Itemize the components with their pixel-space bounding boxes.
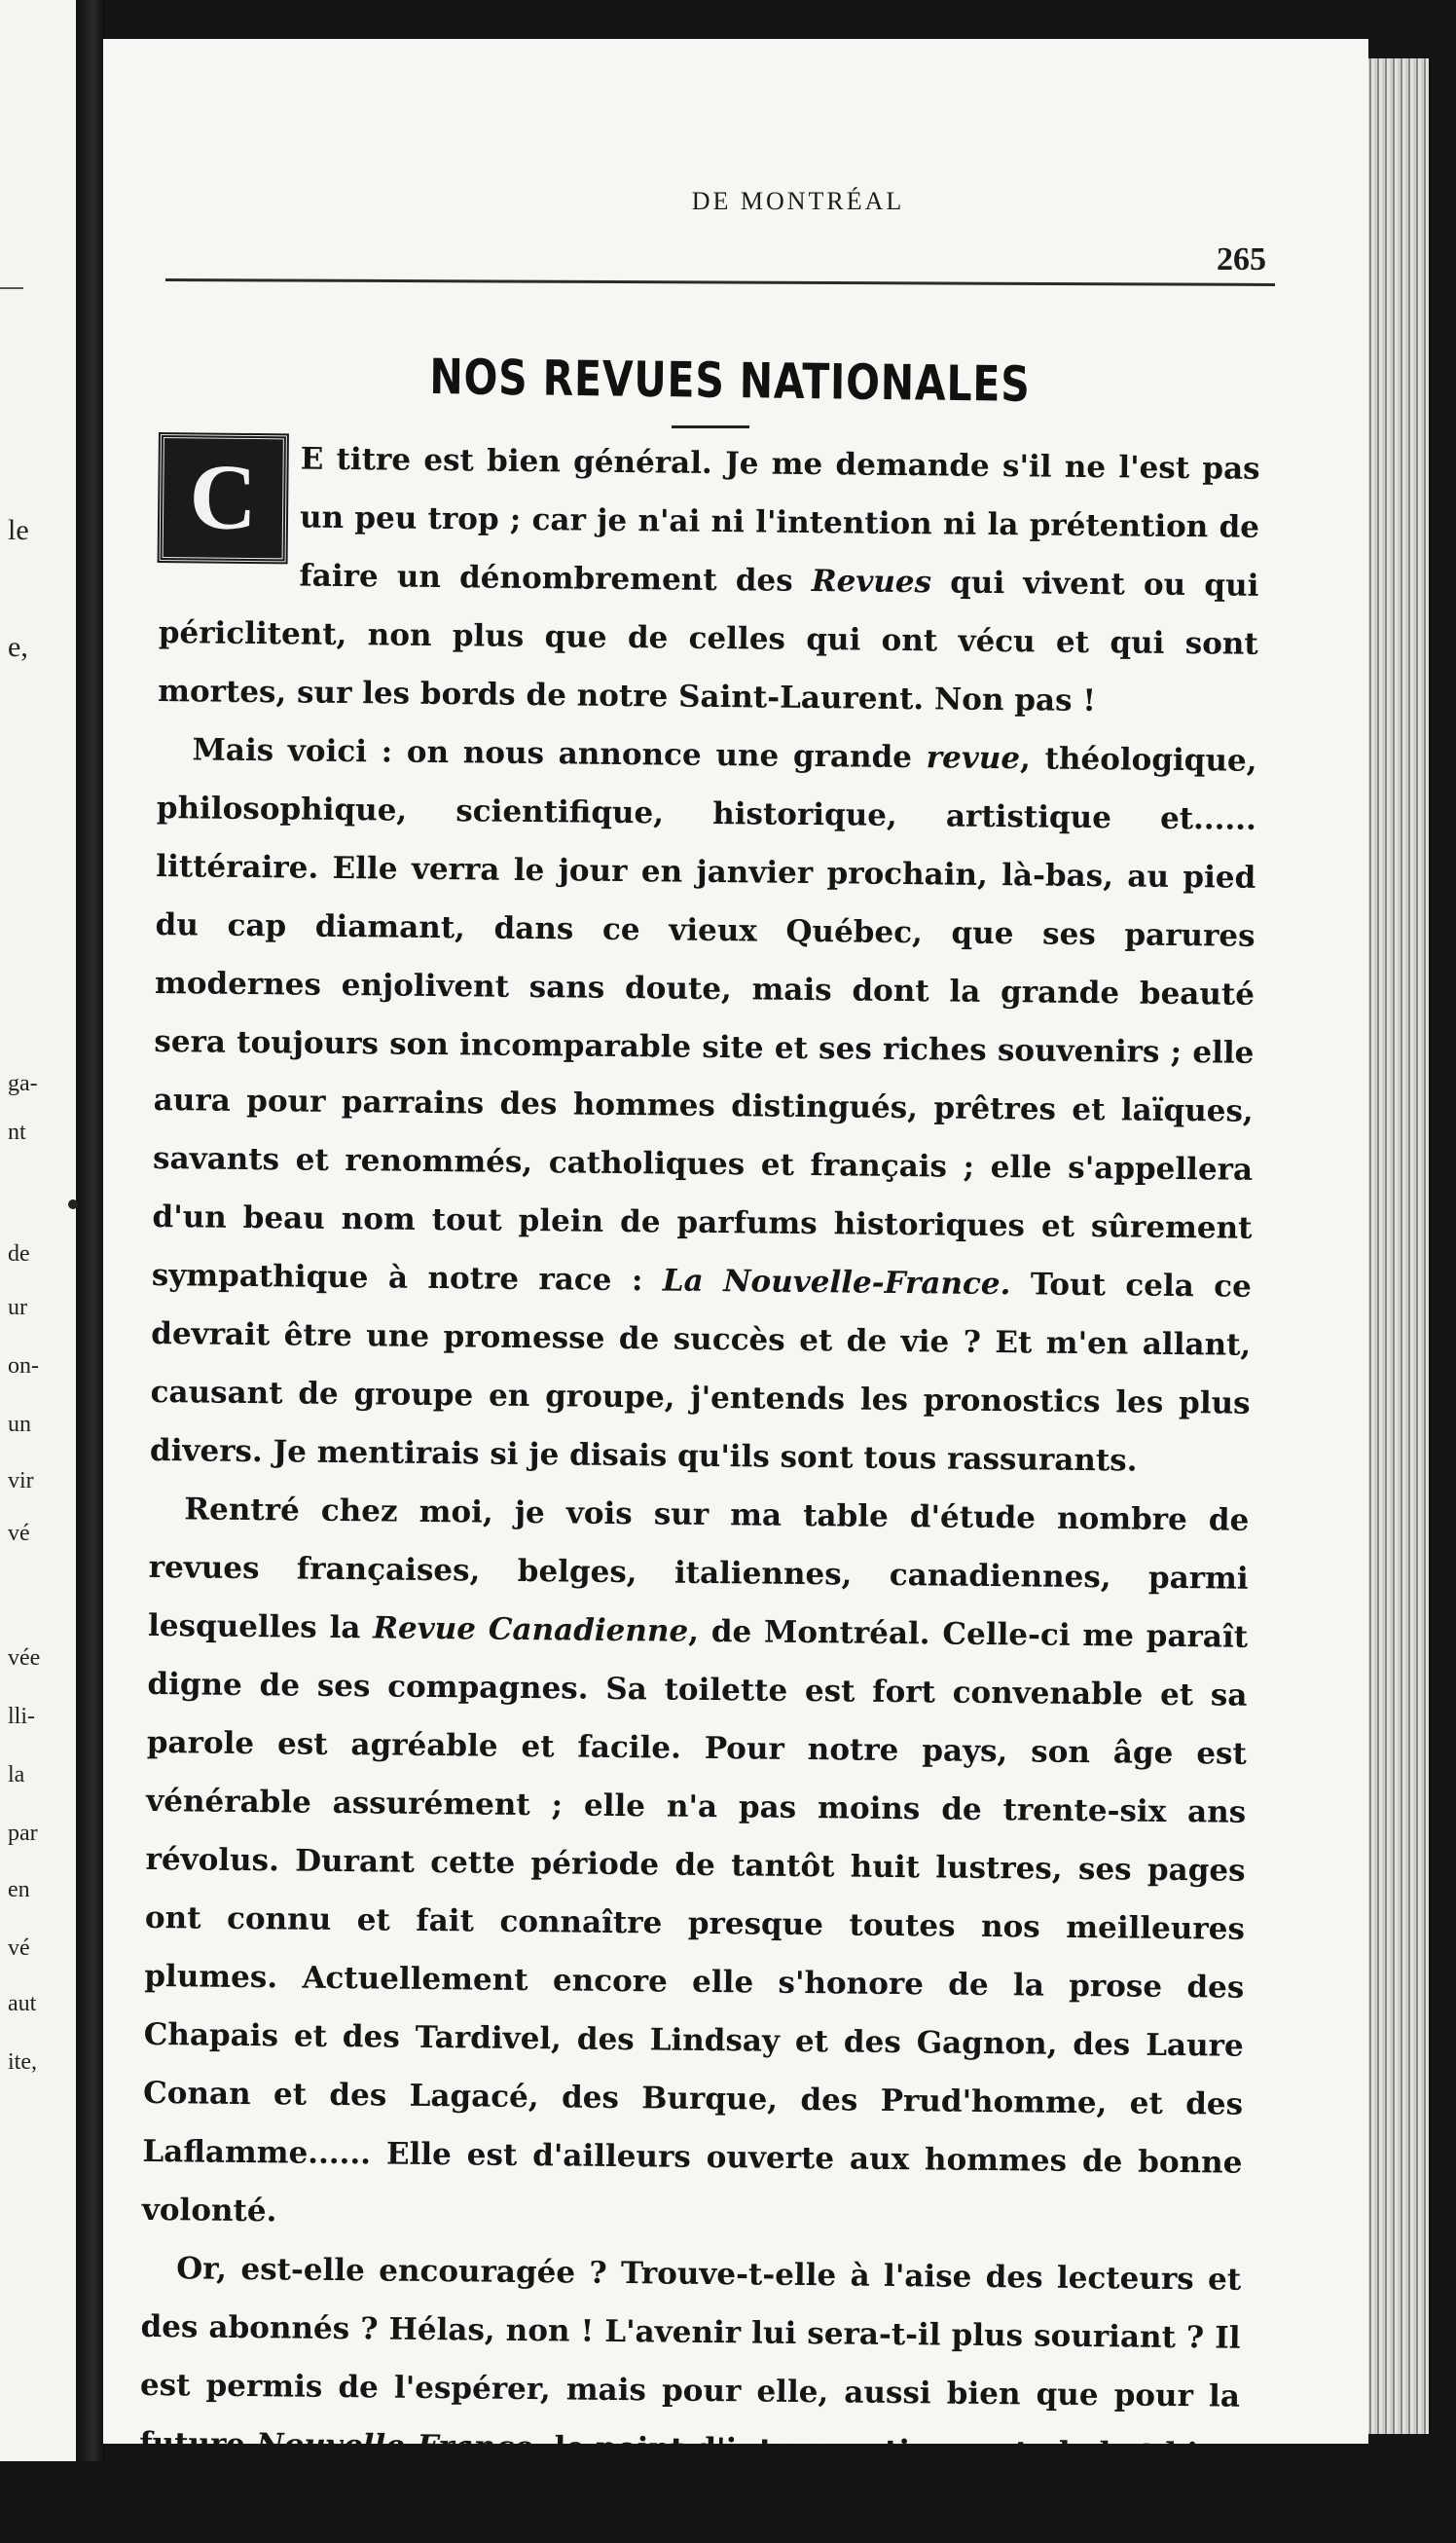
previous-page-fragment: en — [8, 1877, 30, 1902]
italic-text: revue — [926, 740, 1021, 777]
previous-page-fragment: vir — [8, 1468, 34, 1493]
previous-page-fragment: vé — [8, 1935, 30, 1961]
previous-page-fragment: e, — [8, 631, 28, 663]
previous-page-fragment: vée — [8, 1645, 41, 1671]
page-number: 265 — [1217, 241, 1266, 277]
paragraph-text: E titre est bien général. Je me demande s'il ne l'est pas un peu trop ; car je n'ai ni l'intention ni la prétention de faire un dénombrement des — [299, 441, 1260, 600]
paragraph-1 — [158, 428, 1260, 732]
previous-page-edge — [0, 0, 76, 2461]
previous-page-fragment: la — [8, 1762, 25, 1787]
previous-page-fragment: un — [8, 1412, 31, 1437]
previous-page-fragment: ur — [8, 1295, 27, 1320]
previous-page-fragment: aut — [8, 1991, 37, 2016]
previous-page-fragment: par — [8, 1821, 38, 1846]
paragraph-2 — [150, 720, 1257, 1492]
italic-text: Nouvelle-France — [256, 2427, 533, 2466]
previous-page-fragment: de — [8, 1241, 30, 1267]
previous-page-fragment: nt — [8, 1120, 26, 1145]
drop-cap-initial: C — [160, 434, 287, 562]
previous-page-fragment: vé — [8, 1521, 30, 1546]
paragraph-text: , le point d'interrogation reste bel et bien posé. — [138, 2430, 1240, 2521]
previous-page-fragment: ite, — [8, 2049, 37, 2075]
italic-text: La Nouvelle-France. — [662, 1263, 1011, 1303]
paragraph-text: Mais voici : on nous annonce une grande — [192, 732, 927, 776]
article-body — [138, 428, 1260, 2543]
paragraph-text: qui vivent ou qui périclitent, non plus que de celles qui ont vécu et qui sont mortes, sur les bords de notre Saint-Laurent. Non pas ! — [157, 565, 1259, 719]
title-rule — [672, 425, 749, 428]
running-head: DE MONTRÉAL — [691, 187, 905, 215]
paragraph-text: Or, est-elle encouragée ? Trouve-t-elle à l'aise des lecteurs et des abonnés ? Hélas, non ! L'avenir lui sera-t-il plus souriant ? Il est permis de l'espérer, mais pour elle, aussi bien que pour la future — [139, 2251, 1242, 2463]
italic-text: Revue Canadienne — [373, 1610, 689, 1649]
paragraph-text: , théologique, philosophique, scientifique, historique, artistique et...... littéraire. Elle verra le jour en janvier prochain, là-bas, au pied du cap diamant, dans ce vieux Québec, que ses parures modernes enjolivent sans doute, mais dont la grande beauté sera toujours son incomparable site et ses riches souvenirs ; elle aura pour parrains des hommes distingués, prêtres et laïques, savants et renommés, catholiques et français ; elle s'appellera d'un beau nom tout plein de parfums historiques et sûrement sympathique à notre race : — [151, 741, 1257, 1299]
margin-dot — [68, 1199, 78, 1209]
previous-page-fragment: lli- — [8, 1704, 35, 1729]
italic-text: Revues — [811, 564, 932, 601]
previous-page-fragment: on- — [8, 1353, 39, 1379]
paragraph-3 — [142, 1480, 1250, 2251]
previous-page-fragment: le — [8, 514, 29, 546]
paragraph-text: Tout cela ce devrait être une promesse de succès et de vie ? Et m'en allant, causant de groupe en groupe, j'entends les pronostics les plus divers. Je mentirais si je disais qu'ils sont tous rassurants. — [149, 1267, 1253, 1479]
previous-page-fragment: ga- — [8, 1071, 38, 1096]
paragraph-text: , de Montréal. Celle-ci me paraît digne de ses compagnes. Sa toilette est fort convenable et sa parole est agréable et facile. Pour notre pays, son âge est vénérable assurément ; elle n'a pas moins de trente-six ans révolus. Durant cette période de tantôt huit lustres, ses pages ont connu et fait connaître presque toutes nos meilleures plumes. Actuellement encore elle s'honore de la prose des Chapais et des Tardivel, des Lindsay et des Gagnon, des Laure Conan et des Lagacé, des Burque, des Prud'homme, et des Laflamme...... Elle est d'ailleurs ouverte aux hommes de bonne volonté. — [141, 1613, 1249, 2230]
previous-page-rule — [0, 287, 23, 289]
article-title: NOS REVUES NATIONALES — [429, 349, 1031, 413]
book-gutter — [76, 0, 105, 2461]
paragraph-text: Rentré chez moi, je vois sur ma table d'étude nombre de revues françaises, belges, italiennes, canadiennes, parmi lesquelles la — [147, 1492, 1250, 1646]
paragraph-4 — [138, 2239, 1241, 2543]
